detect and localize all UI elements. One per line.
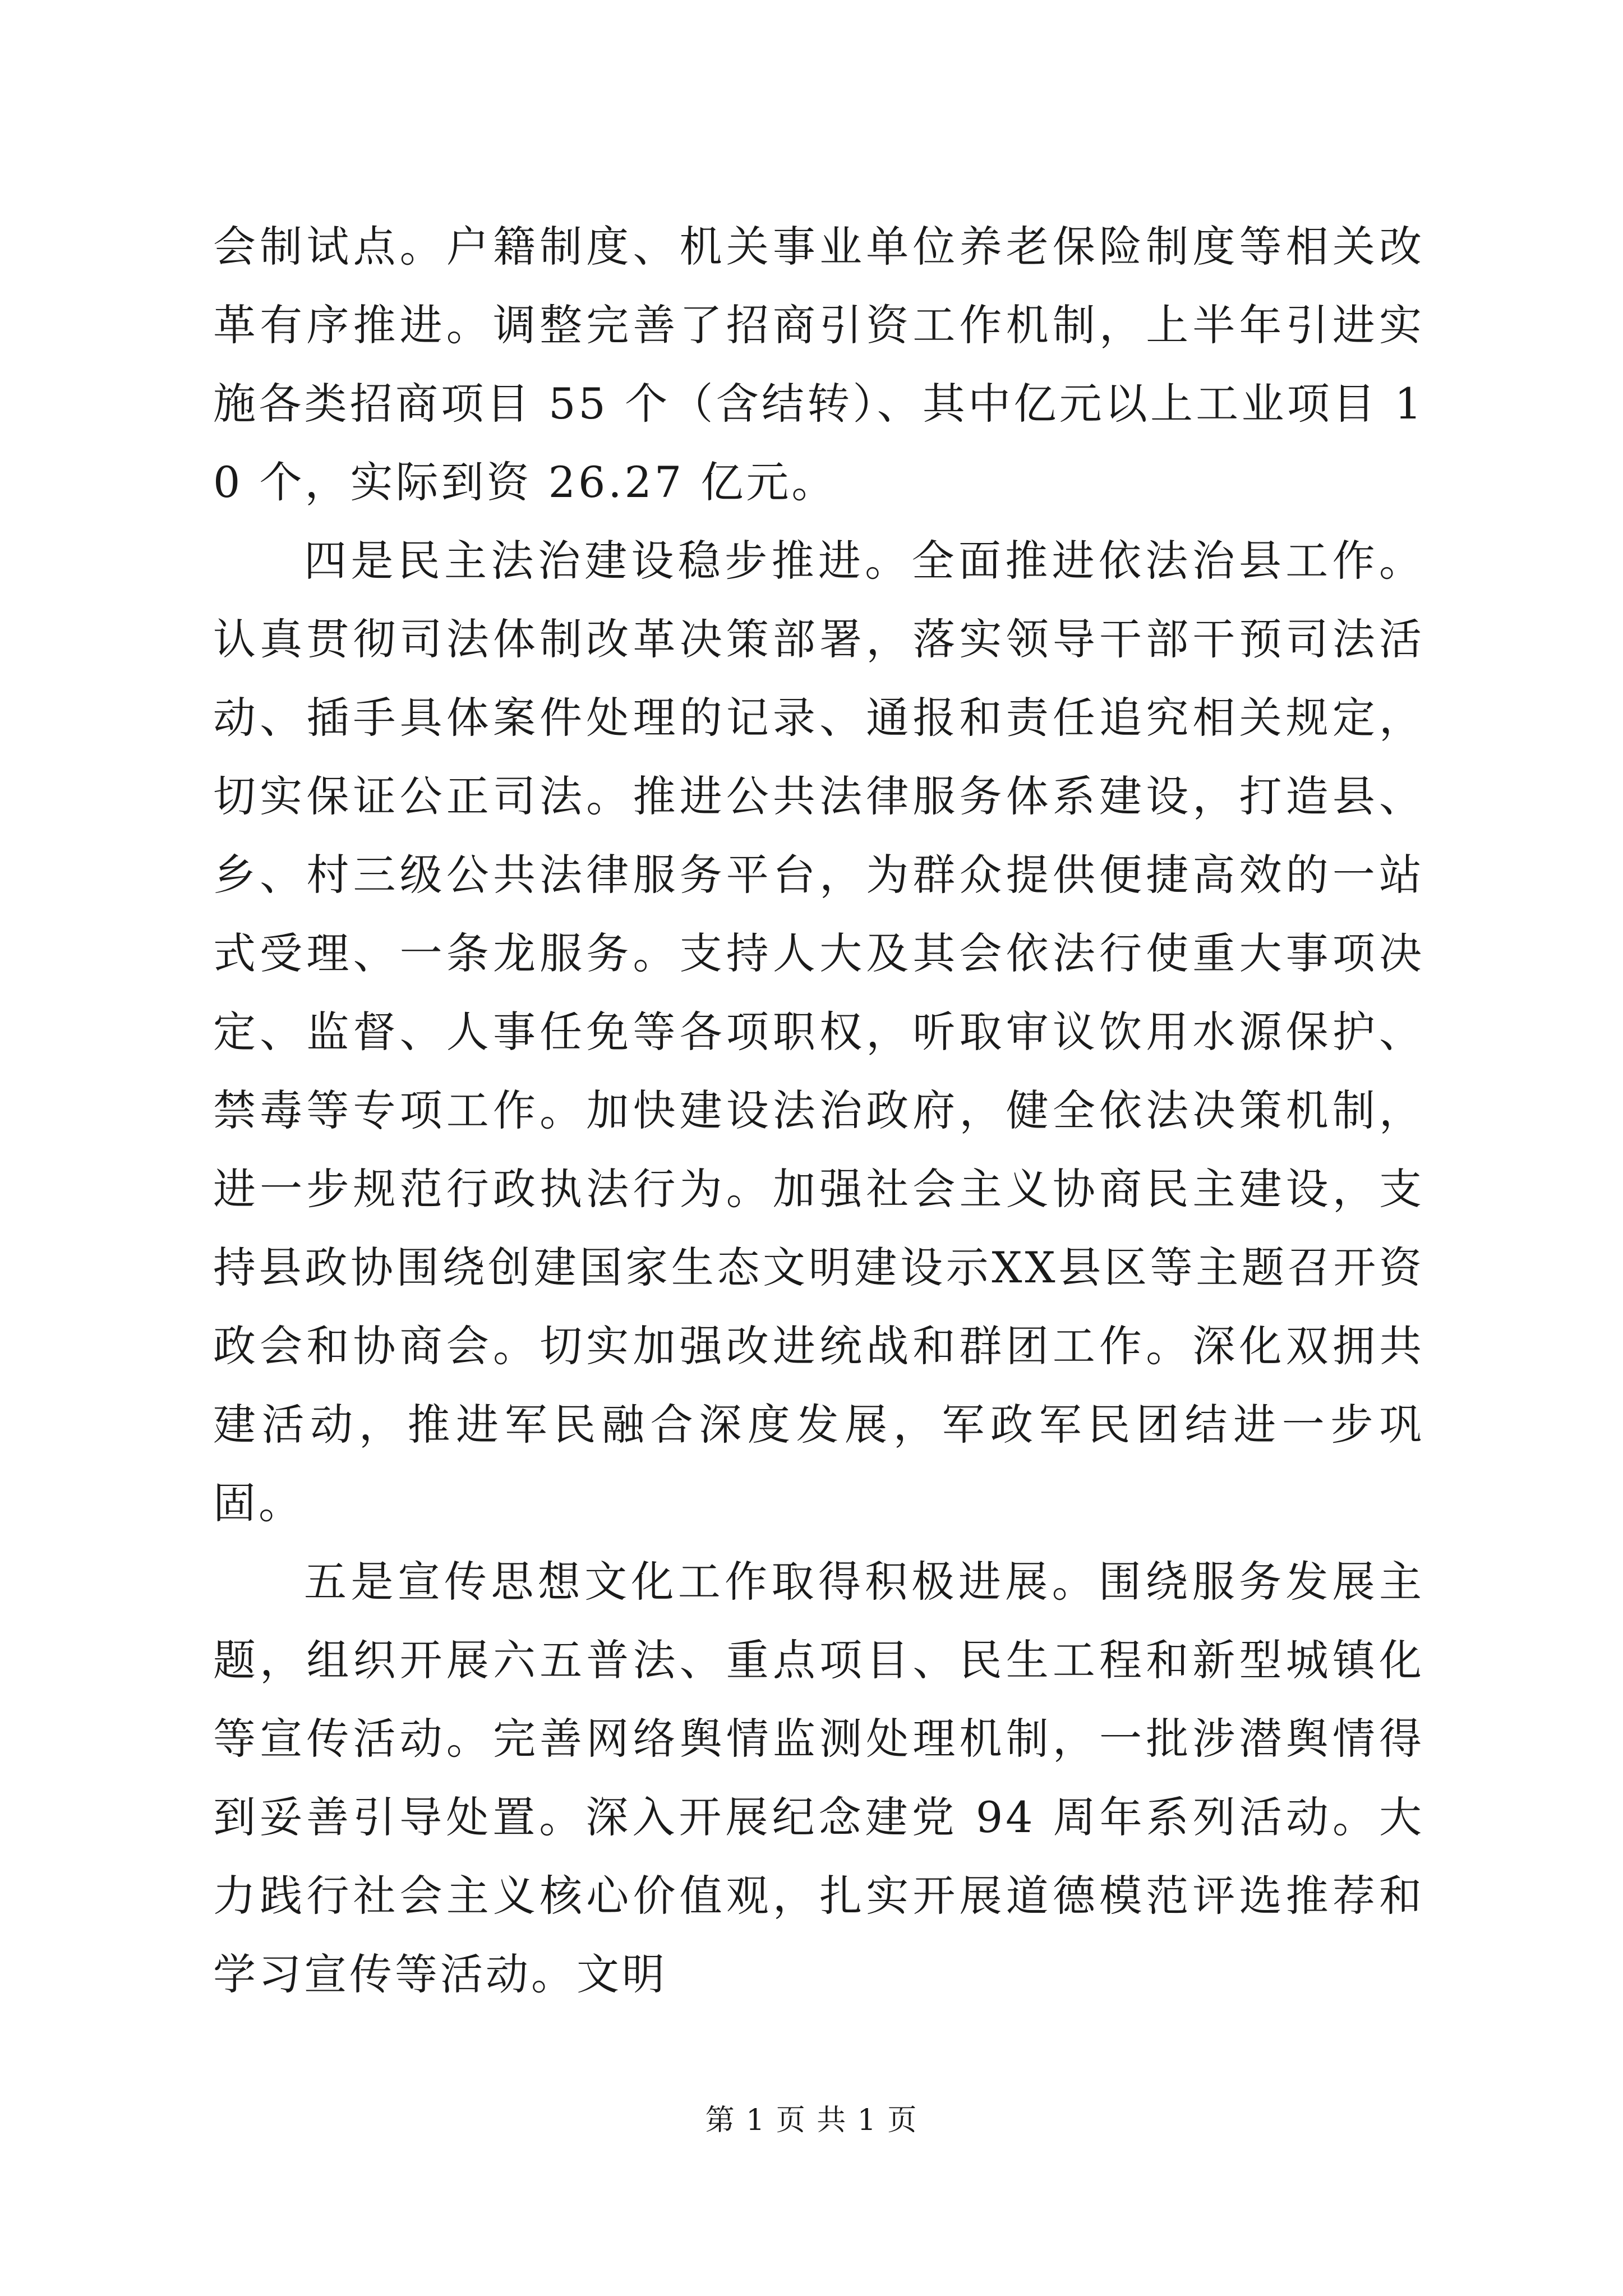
paragraph-reform-continuation: 会制试点。户籍制度、机关事业单位养老保险制度等相关改革有序推进。调整完善了招商引资工作机制，上半年引进实施各类招商项目 55 个（含结转）、其中亿元以上工业项目 10 个，实际到资 26.27 亿元。: [213, 222, 1424, 507]
paragraph-rule-of-law: 四是民主法治建设稳步推进。全面推进依法治县工作。认真贯彻司法体制改革决策部署，落实领导干部干预司法活动、插手具体案件处理的记录、通报和责任追究相关规定，切实保证公正司法。推进公共法律服务体系建设，打造县、乡、村三级公共法律服务平台，为群众提供便捷高效的一站式受理、一条龙服务。支持人大及其会依法行使重大事项决定、监督、人事任免等各项职权，听取审议饮用水源保护、禁毒等专项工作。加快建设法治政府，健全依法决策机制，进一步规范行政执法行为。加强社会主义协商民主建设，支持县政协围绕创建国家生态文明建设示XX县区等主题召开资政会和协商会。切实加强改进统战和群团工作。深化双拥共建活动，推进军民融合深度发展，军政军民团结进一步巩固。: [213, 536, 1424, 1528]
page-footer: 第 1 页 共 1 页: [705, 2104, 918, 2137]
paragraph-propaganda-culture: 五是宣传思想文化工作取得积极进展。围绕服务发展主题，组织开展六五普法、重点项目、民生工程和新型城镇化等宣传活动。完善网络舆情监测处理机制，一批涉潜舆情得到妥善引导处置。深入开展纪念建党 94 周年系列活动。大力践行社会主义核心价值观，扎实开展道德模范评选推荐和学习宣传等活动。文明: [213, 1557, 1424, 1999]
document-body: [213, 208, 1424, 2014]
